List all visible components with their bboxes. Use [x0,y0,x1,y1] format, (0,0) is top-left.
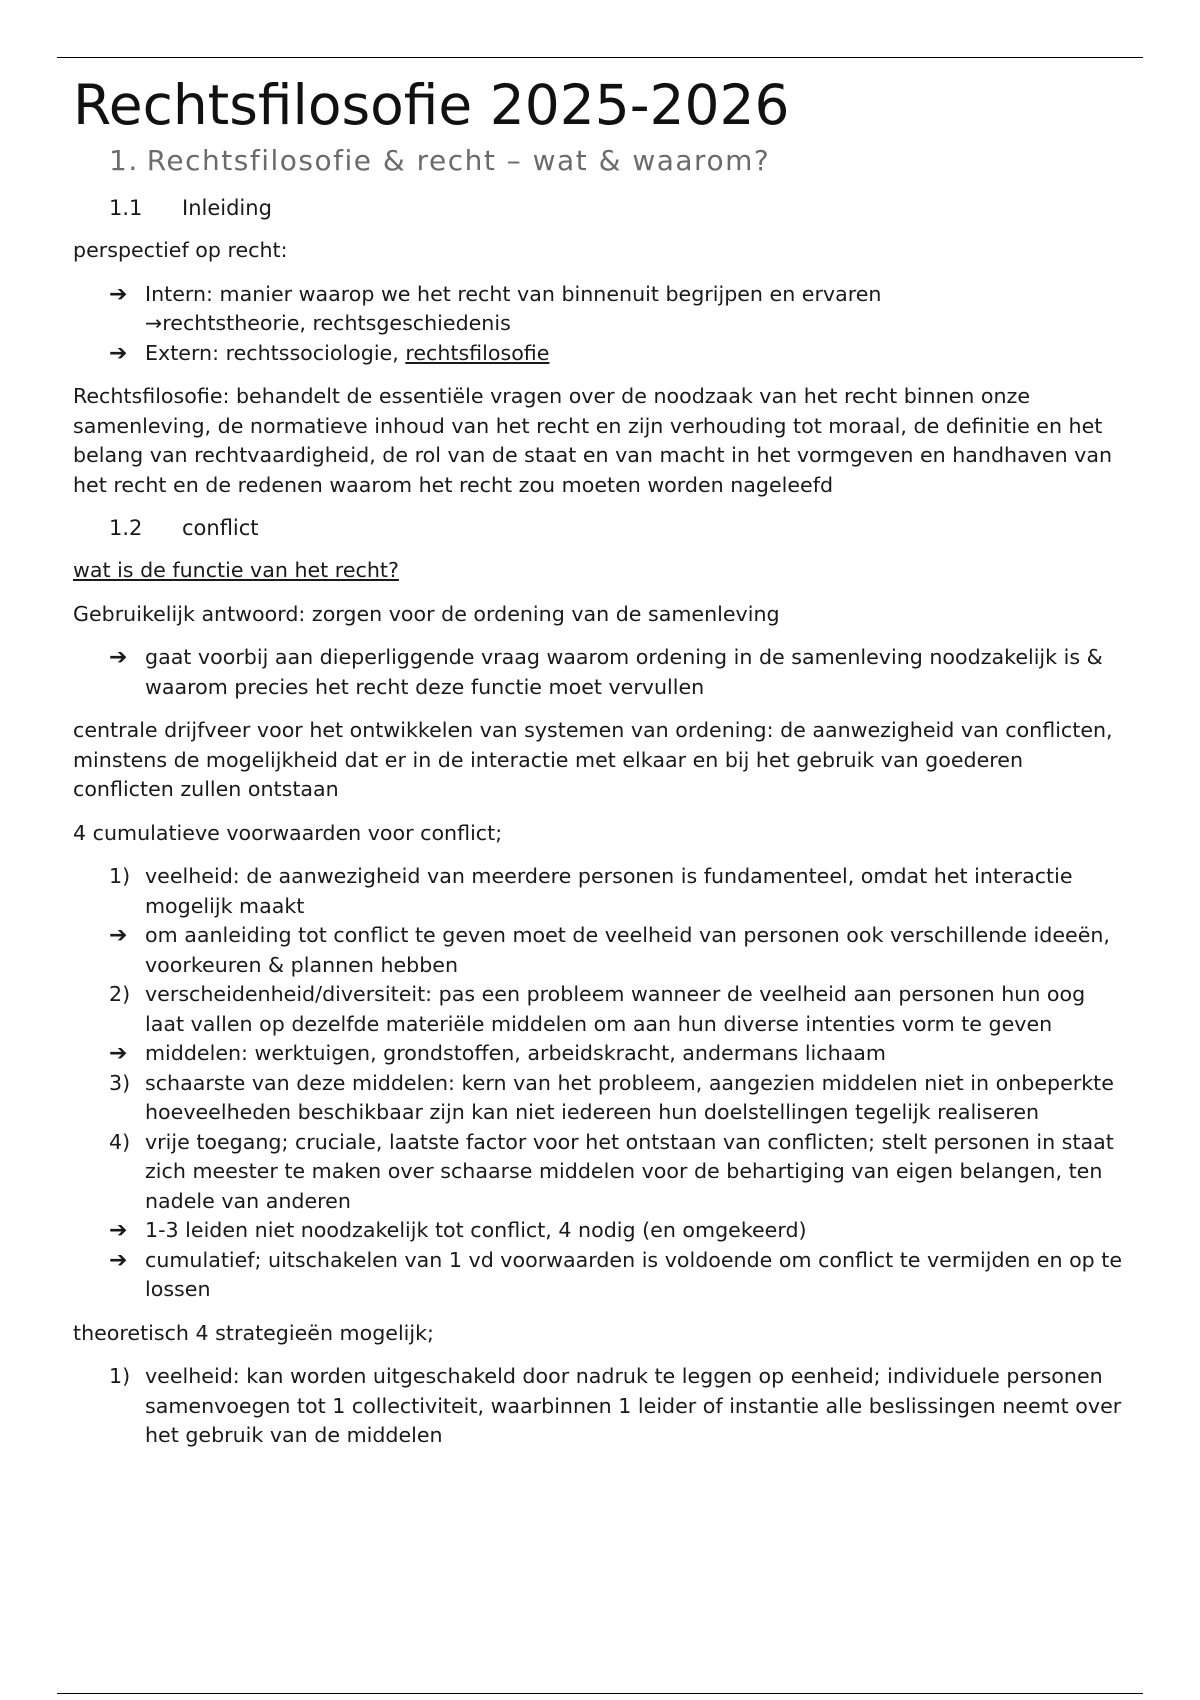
list-item [73,1216,1128,1246]
paragraph-drijfveer: centrale drijfveer voor het ontwikkelen van systemen van ordening: de aanwezigheid van conflicten, minstens de mogelijkheid dat er in de interactie met elkaar en bij het gebruik van goederen conflicten zullen ontstaan [73,718,1113,801]
list-antwoord [73,643,1128,702]
list-item-text: schaarste van deze middelen: kern van het probleem, aangezien middelen niet in onbeperkte hoeveelheden beschikbaar zijn kan niet iedereen hun doelstellingen tegelijk realiseren [145,1070,1114,1124]
arrow-icon: ➔ [109,923,128,948]
list-item [73,921,1128,980]
arrow-icon: ➔ [109,1247,128,1273]
list-item [73,980,1128,1039]
heading-1-1-number: 1.1 [109,196,143,220]
paragraph-perspectief: perspectief op recht: [73,238,288,262]
question-functie: wat is de functie van het recht? [73,558,399,582]
heading-1-2-label: conflict [182,516,259,540]
list-item [73,1039,1128,1069]
arrow-icon: ➔ [109,1218,128,1243]
list-strategieen [73,1362,1128,1451]
heading-1-text: Rechtsfilosofie & recht – wat & waarom? [146,144,771,177]
list-number: 1) [109,864,131,888]
underlined-term: rechtsfilosofie [405,340,550,365]
list-item [73,1128,1128,1217]
document-title: Rechtsfilosofie 2025-2026 [73,73,790,137]
arrow-icon: ➔ [109,645,128,670]
document-body [73,70,1128,1451]
list-item [73,1069,1128,1128]
list-item-text: Intern: manier waarop we het recht van binnenuit begrijpen en ervaren [145,281,882,306]
bottom-rule [57,1693,1143,1694]
list-item-text: om aanleiding tot conflict te geven moet de veelheid van personen ook verschillende ideeën, voorkeuren & plannen hebben [145,923,1110,977]
list-item [73,862,1128,921]
list-item-text: vrije toegang; cruciale, laatste factor voor het ontstaan van conflicten; stelt personen in staat zich meester te maken over schaarse middelen voor de behartiging van eigen belangen, ten nadele van anderen [145,1129,1114,1213]
list-number: 4) [109,1129,131,1154]
top-rule [57,57,1143,58]
list-item-text: 1-3 leiden niet noodzakelijk tot conflict, 4 nodig (en omgekeerd) [145,1218,807,1242]
list-item-text: →rechtstheorie, rechtsgeschiedenis [145,311,511,335]
list-item [73,1362,1128,1451]
list-item-text: middelen: werktuigen, grondstoffen, arbeidskracht, andermans lichaam [145,1041,886,1065]
paragraph-voorwaarden: 4 cumulatieve voorwaarden voor conflict; [73,820,503,845]
heading-1-1-label: Inleiding [182,196,272,220]
paragraph-definitie: Rechtsfilosofie: behandelt de essentiële vragen over de noodzaak van het recht binnen onze samenleving, de normatieve inhoud van het recht en zijn verhouding tot moraal, de definitie en het belang van rechtvaardigheid, de rol van de staat en van macht in het vormgeven en handhaven van het recht en de redenen waarom het recht zou moeten worden nageleefd [73,384,1113,497]
list-item-text: veelheid: de aanwezigheid van meerdere personen is fundamenteel, omdat het interactie mogelijk maakt [145,864,1073,918]
heading-1-2-number: 1.2 [109,516,143,540]
list-perspectief [73,280,1128,369]
arrow-icon: ➔ [109,1041,128,1066]
arrow-icon: ➔ [109,281,128,307]
list-item [73,1246,1128,1305]
list-item-text: verscheidenheid/diversiteit: pas een probleem wanneer de veelheid aan personen hun oog laat vallen op dezelfde materiële middelen om aan hun diverse intenties vorm te geven [145,982,1086,1036]
heading-1-2 [109,514,1128,542]
list-voorwaarden [73,862,1128,1305]
heading-1 [109,142,1128,180]
list-number: 2) [109,982,131,1006]
list-item-text: Extern: rechtssociologie, [145,340,406,365]
list-item [73,280,1128,310]
list-item [73,309,1128,339]
paragraph-antwoord: Gebruikelijk antwoord: zorgen voor de ordening van de samenleving [73,601,780,626]
list-number: 1) [109,1364,131,1388]
paragraph-strategieen: theoretisch 4 strategieën mogelijk; [73,1320,434,1345]
arrow-icon: ➔ [109,340,128,366]
list-item-text: cumulatief; uitschakelen van 1 vd voorwaarden is voldoende om conflict te vermijden en op te lossen [145,1247,1123,1301]
list-item-text: gaat voorbij aan dieperliggende vraag waarom ordening in de samenleving noodzakelijk is & waarom precies het recht deze functie moet vervullen [145,645,1103,699]
list-item [73,643,1128,702]
heading-1-number: 1. [109,144,139,177]
heading-1-1 [109,194,1128,222]
list-item [73,339,1128,369]
list-item-text: veelheid: kan worden uitgeschakeld door nadruk te leggen op eenheid; individuele personen samenvoegen tot 1 collectiviteit, waarbinnen 1 leider of instantie alle beslissingen neemt over het gebruik van de middelen [145,1364,1122,1447]
list-number: 3) [109,1070,131,1095]
